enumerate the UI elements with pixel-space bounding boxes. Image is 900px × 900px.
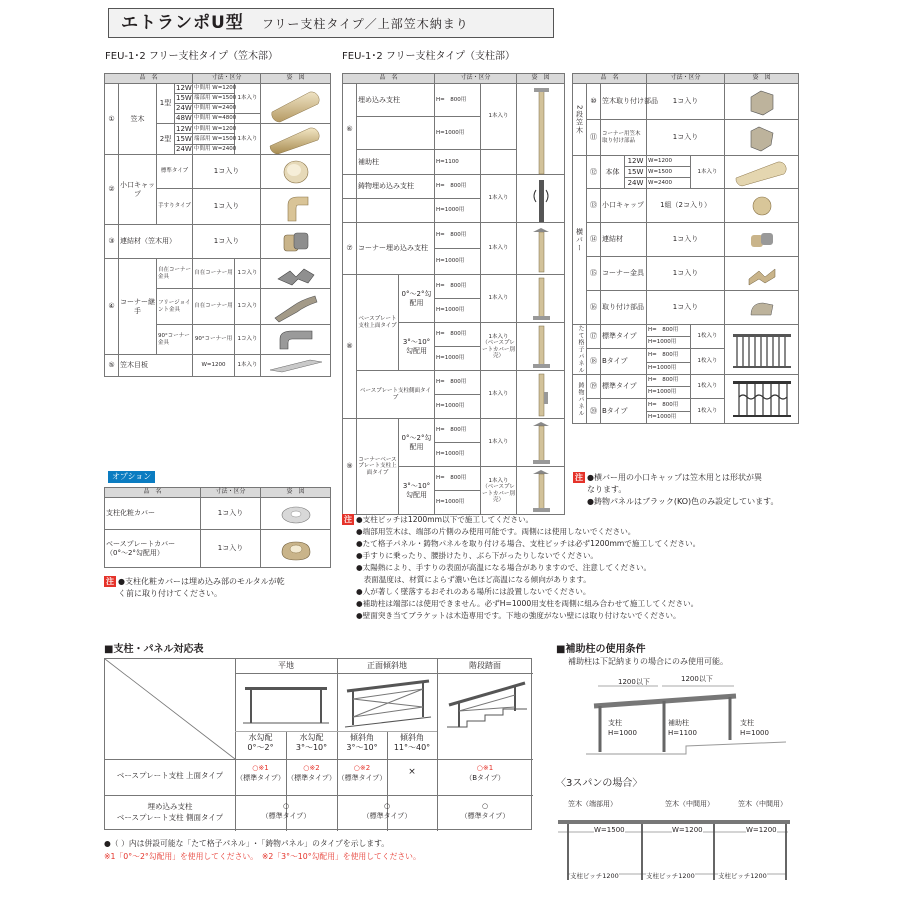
bp-post-310-image — [517, 323, 565, 371]
koguchi-tesuri-image — [261, 189, 331, 225]
general-notes: 注 ●支柱ピッチは1200mm以下で施工してください。 ●端部用笠木は、端部の片側のみ使用可能です。両側には使用しないでください。 ●たて格子パネル・鋳物パネルを取り付ける場合、支柱ピッチは必ず1200mmで施工してください。 ●手すりに乗ったり、腰掛けたり、ぶら下がったりしないでください。 ●太陽熱により、手すりの表面が高温になる場合がありますので、注意してください。 表面温度は、材質によらず濃い色ほど高温になる傾向があります。 ●人が著しく墜落するおそれのある場所には設置しないでください。 ●補助柱は端部には使用できません。必ずH=1000用支柱を両側に組み合わせて施工してください。 ●壁面突き当てブラケットは木造専用です。下地の強度がない壁には取り付けないでください。 — [344, 515, 701, 620]
yoko-fitting-image — [725, 291, 799, 325]
bp-cover-image — [261, 530, 331, 568]
option-table: 品 名 寸法・区分 姿 図 支柱化粧カバー 1コ入り ベースプレートカバー （0°～2°勾配用） 1コ入り — [104, 487, 331, 568]
koguchi-cap-image — [261, 155, 331, 189]
meita-image — [261, 355, 331, 377]
yoko-bar-image — [725, 156, 799, 189]
kasagi-type2-image — [261, 124, 331, 155]
renketsu-image — [261, 225, 331, 259]
compat-table: 平地 正面傾斜地 階段踏面 水勾配 0°～2° 水勾配 3°～10° 傾斜角 3°～10° 傾斜角 11°～40° ベースプレート支柱 上面タイプ 埋め込み支柱 ベースプレート支柱 側面タイプ ○※1 （標準タイプ） ○※2 （標準タイプ） ○※2 （標準タイプ） × ○※1 （Bタイプ） ○ （標準タイプ） ○ （標準タイプ） ○ （標準タイプ） — [104, 658, 532, 830]
kasagi-type1-image — [261, 84, 331, 124]
jizai-corner-image — [261, 259, 331, 289]
yoko-corner-image — [725, 257, 799, 291]
compat-note-2: ※1「0°～2°勾配用」を使用してください。 ※2「3°～10°勾配用」を使用してください。 — [104, 852, 421, 861]
bp-post-02-image — [517, 275, 565, 323]
bp-sokumen-image — [517, 371, 565, 419]
col-shoumen: 正面傾斜地 — [367, 661, 407, 670]
hojo-diagram — [586, 672, 786, 758]
tate-panel-image — [725, 325, 799, 375]
kasagi-parts-table: 品 名 寸法・区分 姿 図 ① 笠木 1型 12W 中間用 W=1200 1本入り 15W 端部用 W=1500 24W 中間用 W=2400 48W 中間用 W=4800 2型 12W 中間用 W=1200 1本入り 15W 端部用 W=1500 24W 中間用 W=2400 ② 小口キャップ 標準タイプ 1コ入り 手すりタイプ 1コ入り ③ 連結材（笠木用） 1コ入り ④ コーナー継手 自在コーナー金具 自在コーナー用 1コ入り フリージョイント金具 自在コーナー用 1コ入り 90°コーナー金具 90°コーナー用 1コ入り ⑤ 笠木目板 W=1200 1本入り — [104, 73, 331, 377]
umekomi-post-image — [517, 84, 565, 175]
section-kasagi-title: FEU-1･2 フリー支柱タイプ（笠木部） — [105, 51, 279, 62]
hojo-sub: 補助柱は下記納まりの場合にのみ使用可能。 — [568, 657, 728, 666]
option-label: オプション — [108, 471, 155, 483]
corner-bp-310-image — [517, 467, 565, 515]
kasagi-fitting-image — [725, 84, 799, 120]
heichi-diagram — [241, 679, 331, 727]
corner-bp-02-image — [517, 419, 565, 467]
corner-fitting-image — [725, 120, 799, 156]
shichuu-parts-table: 品 名 寸法・区分 姿 図 ⑥ 埋め込み支柱 H= 800用 1本入り H=1000用 補助柱 H=1100 鋳物埋め込み支柱 H= 800用 1本入り H=1000用 ⑦ コーナー埋め込み支柱 H= 800用 1本入り H=1000用 ⑧ ベースプレート支柱上面タイプ 0°～2°勾配用 H= 800用 1本入り H=1000用 3°～10°勾配用 H= 800用 1本入り （ベースプレートカバー別売） H=1000用 ベースプレート支柱側面タイプ H= 800用 1本入り H=1000用 ⑨ コーナーベースプレート支柱上面タイプ 0°～2°勾配用 H= 800用 1本入り H=1000用 3°～10°勾配用 H= 800用 1本入り （ベースプレートカバー別売） H=1000用 — [342, 73, 565, 515]
row-umekomi: 埋め込み支柱 ベースプレート支柱 側面タイプ — [116, 802, 224, 822]
page-title: エトランポU型 フリー支柱タイプ／上部笠木納まり — [108, 8, 554, 38]
compat-note-1: ●（ ）内は併設可能な「たて格子パネル」･「鋳物パネル」のタイプを示します。 — [104, 839, 390, 848]
yoko-renketsu-image — [725, 223, 799, 257]
col-kaidan: 階段踏面 — [469, 661, 501, 670]
shoumen-diagram — [343, 677, 433, 729]
chuubutsu-post-image — [517, 175, 565, 223]
section-shichuu-title: FEU-1･2 フリー支柱タイプ（支柱部） — [342, 51, 516, 62]
yoko-bar-table: 品 名 寸法・区分 姿 図 2段笠木 ⑩ 笠木取り付け部品 1コ入り ⑪ コーナー用笠木取り付け部品 1コ入り 横バー ⑫ 本体 12W W=1200 1本入り 15W W=1500 24W W=2400 ⑬ 小口キャップ 1組（2コ入り） ⑭ 連結材 1コ入り ⑮ コーナー金具 1コ入り ⑯ 取り付け部品 1コ入り たて格子パネル ⑰ 標準タイプ H= 800用 1枚入り H=1000用 ⑱ Bタイプ H= 800用 1枚入り H=1000用 鋳物パネル ⑲ 標準タイプ H= 800用 1枚入り H=1000用 ⑳ Bタイプ H= 800用 1枚入り H=1000用 — [572, 73, 799, 424]
yoko-cap-image — [725, 189, 799, 223]
corner90-image — [261, 325, 331, 355]
yoko-bar-note: 注 ●横バー用の小口キャップは笠木用とは形状が異 なります。 ●鋳物パネルはブラック(KO)色のみ設定しています。 — [575, 473, 779, 506]
corner-umekomi-image — [517, 223, 565, 275]
col-heichi: 平地 — [278, 661, 294, 670]
kesho-cover-image — [261, 498, 331, 530]
free-joint-image — [261, 289, 331, 325]
hojo-title: ■補助柱の使用条件 — [556, 644, 646, 655]
three-span-title: 〈3スパンの場合〉 — [556, 778, 643, 789]
chuubutsu-panel-image — [725, 375, 799, 424]
compat-table-title: ■支柱・パネル対応表 — [104, 644, 204, 655]
row-bp-jou: ベースプレート支柱 上面タイプ — [116, 771, 224, 780]
kaidan-diagram — [445, 677, 529, 729]
option-note: 注 ●支柱化粧カバーは埋め込み部のモルタルが乾 く前に取り付けてください。 — [106, 577, 285, 598]
